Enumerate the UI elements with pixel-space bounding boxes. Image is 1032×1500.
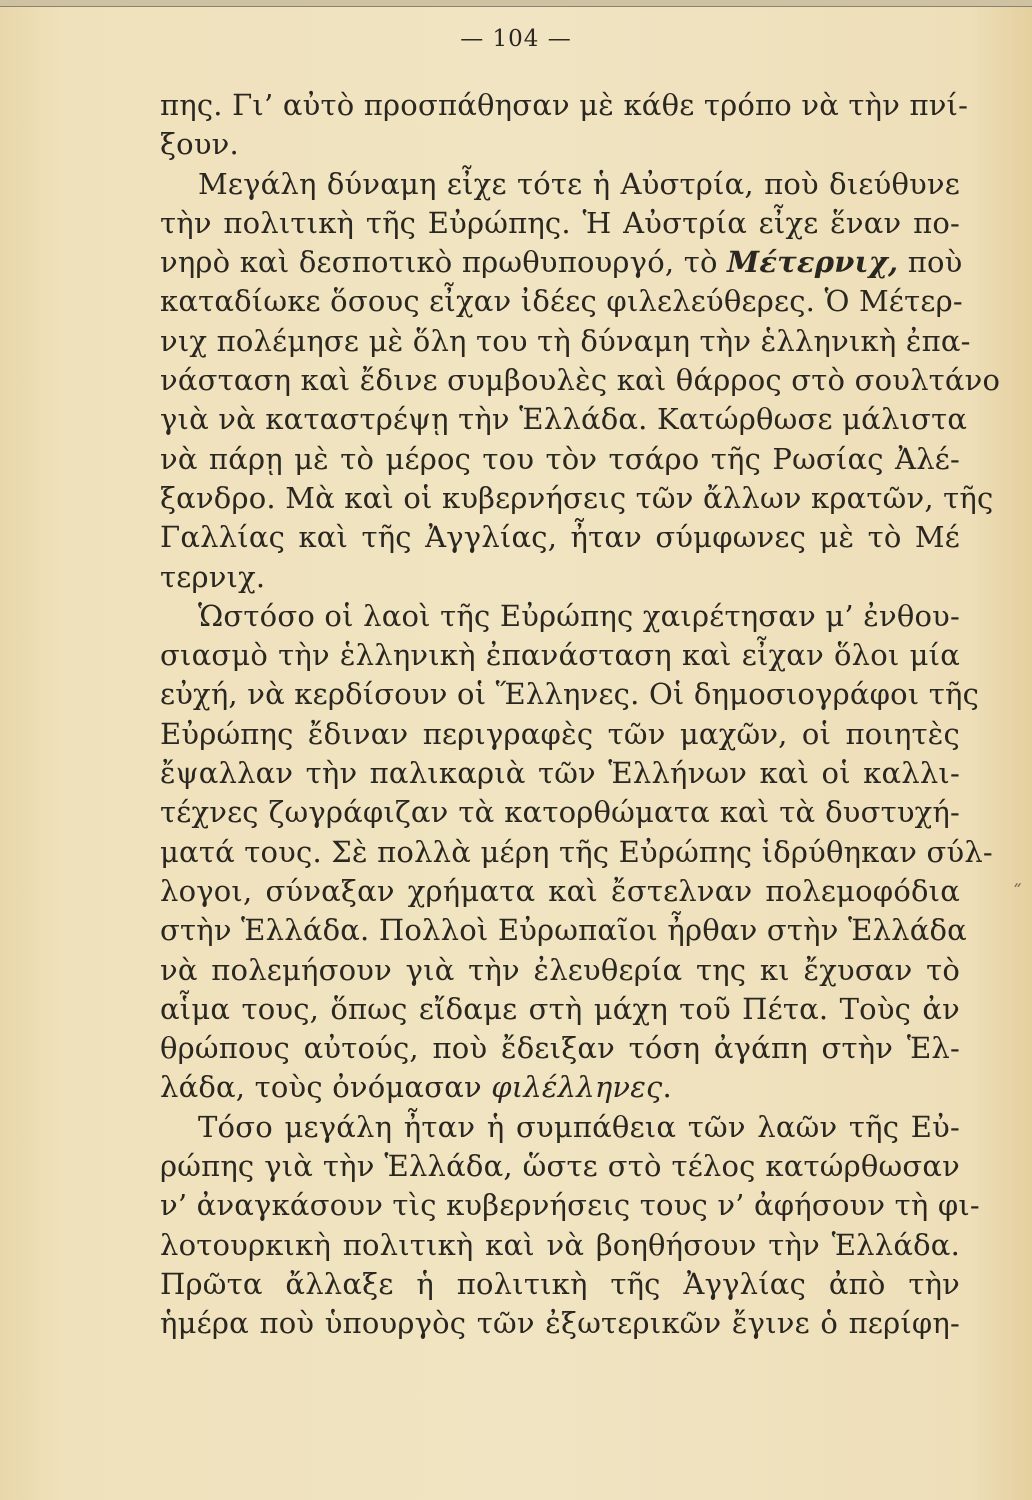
text-line: εὐχή, νὰ κερδίσουν οἱ Ἕλληνες. Οἱ δημοσιογράφοι τῆς bbox=[160, 677, 980, 712]
text-line: τερνιχ. bbox=[160, 559, 266, 594]
text-line: σιασμὸ τὴν ἑλληνικὴ ἐπανάσταση καὶ εἶχαν ὅλοι μία bbox=[160, 638, 960, 673]
text-line: νὰ πάρῃ μὲ τὸ μέρος του τὸν τσάρο τῆς Ρωσίας Ἀλέ- bbox=[160, 441, 960, 476]
italic-term: φιλέλληνες bbox=[491, 1070, 663, 1105]
text-line: τὴν πολιτικὴ τῆς Εὐρώπης. Ἡ Αὐστρία εἶχε ἕναν πο- bbox=[160, 205, 960, 240]
text-line: πης. Γι’ αὐτὸ προσπάθησαν μὲ κάθε τρόπο νὰ τὴν πνί- bbox=[160, 88, 969, 122]
text-line bbox=[160, 1068, 960, 1107]
body-text bbox=[160, 86, 1001, 1344]
text-line: νιχ πολέμησε μὲ ὅλη του τὴ δύναμη τὴν ἑλληνικὴ ἐπα- bbox=[160, 323, 971, 358]
text-segment: . bbox=[662, 1070, 672, 1105]
text-line: Γαλλίας καὶ τῆς Ἀγγλίας, ἦταν σύμφωνες μὲ τὸ Μέ bbox=[160, 520, 960, 555]
text-line: ἡμέρα ποὺ ὑπουργὸς τῶν ἐξωτερικῶν ἔγινε ὁ περίφη- bbox=[160, 1306, 960, 1341]
text-line: ξανδρο. Μὰ καὶ οἱ κυβερνήσεις τῶν ἄλλων κρατῶν, τῆς bbox=[160, 480, 994, 515]
text-segment: λάδα, τοὺς ὀνόμασαν bbox=[160, 1070, 492, 1105]
text-line: ξουν. bbox=[160, 127, 239, 162]
text-line: αἷμα τους, ὅπως εἴδαμε στὴ μάχη τοῦ Πέτα. Τοὺς ἀν bbox=[160, 991, 960, 1026]
text-segment: ποὺ bbox=[898, 245, 963, 280]
text-line: ματά τους. Σὲ πολλὰ μέρη τῆς Εὐρώπης ἱδρύθηκαν σύλ- bbox=[160, 834, 993, 869]
text-segment: νηρὸ καὶ δεσποτικὸ πρωθυπουργό, τὸ bbox=[160, 245, 728, 280]
text-line bbox=[160, 243, 963, 282]
text-line: Τόσο μεγάλη ἦταν ἡ συμπάθεια τῶν λαῶν τῆς Εὐ- bbox=[198, 1109, 960, 1144]
page-top-edge bbox=[0, 0, 1032, 7]
text-line: Εὐρώπης ἔδιναν περιγραφὲς τῶν μαχῶν, οἱ ποιητὲς bbox=[160, 716, 960, 751]
text-line: γιὰ νὰ καταστρέψῃ τὴν Ἑλλάδα. Κατώρθωσε μάλιστα bbox=[160, 402, 968, 437]
text-line: ἔψαλλαν τὴν παλικαριὰ τῶν Ἑλλήνων καὶ οἱ καλλι- bbox=[160, 756, 960, 791]
text-line: θρώπους αὐτούς, ποὺ ἔδειξαν τόση ἀγάπη στὴν Ἑλ- bbox=[160, 1031, 960, 1066]
text-line: Ὡστόσο οἱ λαοὶ τῆς Εὐρώπης χαιρέτησαν μ’ ἐνθου- bbox=[198, 598, 960, 633]
text-line: λογοι, σύναξαν χρήματα καὶ ἔστελναν πολεμοφόδια bbox=[160, 873, 960, 908]
text-line: Μεγάλη δύναμη εἶχε τότε ἡ Αὐστρία, ποὺ διεύθυνε bbox=[198, 166, 960, 201]
text-line: καταδίωκε ὅσους εἶχαν ἰδέες φιλελεύθερες. Ὁ Μέτερ- bbox=[160, 284, 963, 319]
text-line: τέχνες ζωγράφιζαν τὰ κατορθώματα καὶ τὰ δυστυχή- bbox=[160, 795, 960, 830]
text-line: λοτουρκικὴ πολιτικὴ καὶ νὰ βοηθήσουν τὴν Ἑλλάδα. bbox=[160, 1227, 960, 1262]
text-line: νὰ πολεμήσουν γιὰ τὴν ἐλευθερία της κι ἔχυσαν τὸ bbox=[160, 952, 960, 987]
emphasized-name: Μέτερνιχ, bbox=[727, 245, 899, 280]
text-line: Πρῶτα ἄλλαξε ἡ πολιτικὴ τῆς Ἀγγλίας ἀπὸ τὴν bbox=[160, 1266, 960, 1301]
text-line: ν’ ἀναγκάσουν τὶς κυβερνήσεις τους ν’ ἀφήσουν τὴ φι- bbox=[160, 1188, 980, 1223]
text-line: νάσταση καὶ ἔδινε συμβουλὲς καὶ θάρρος στὸ σουλτάνο bbox=[160, 363, 1001, 398]
margin-mark: ˝ bbox=[1012, 880, 1022, 904]
text-line: ρώπης γιὰ τὴν Ἑλλάδα, ὥστε στὸ τέλος κατώρθωσαν bbox=[160, 1149, 960, 1184]
text-line: στὴν Ἑλλάδα. Πολλοὶ Εὐρωπαῖοι ἦρθαν στὴν Ἑλλάδα bbox=[160, 913, 967, 948]
page-number: — 104 — bbox=[460, 26, 572, 52]
